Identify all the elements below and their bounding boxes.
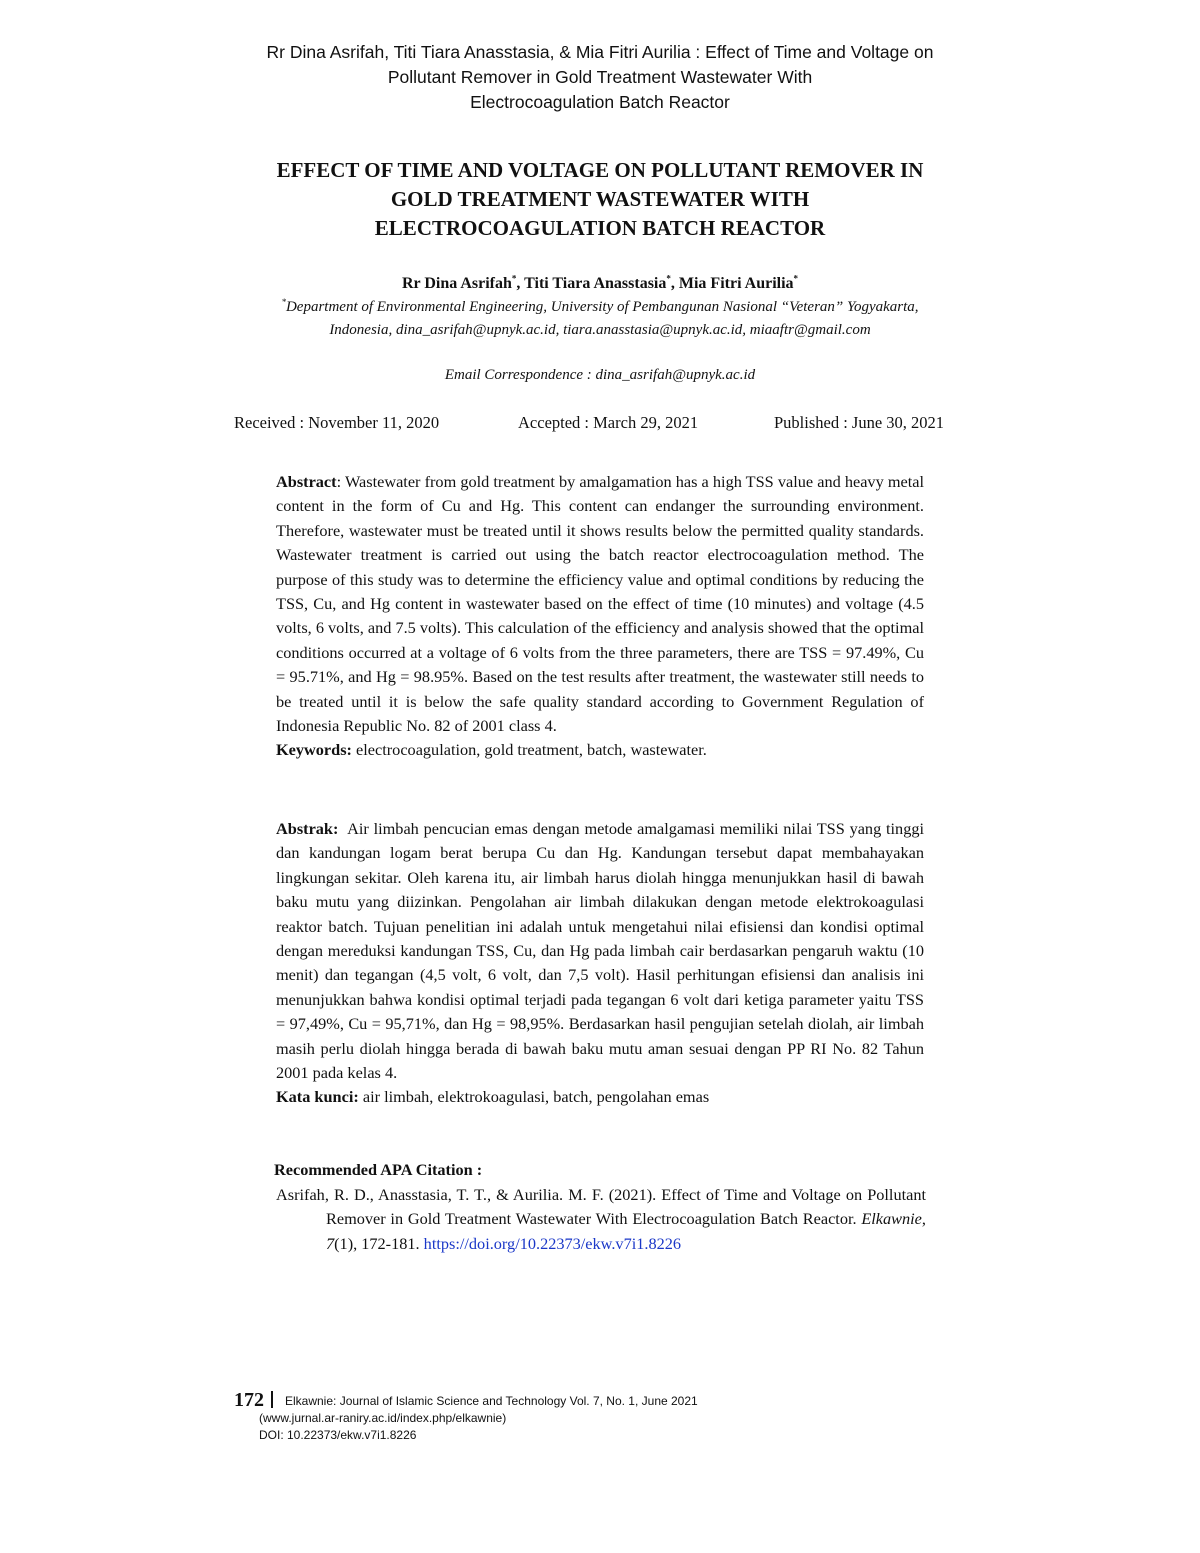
abstract-label: Abstract [276,472,337,491]
author-affiliation-mark: * [511,273,517,284]
journal-name: Elkawnie [861,1209,922,1229]
author-separator: , [516,275,525,292]
keywords-label: Keywords: [276,740,352,760]
journal-volume: 7 [326,1233,335,1253]
running-header-line: Pollutant Remover in Gold Treatment Wastewater With [387,67,813,87]
keywords-label: Kata kunci: [276,1087,359,1107]
author-name: Mia Fitri Aurilia [678,275,794,292]
keywords-text: electrocoagulation, gold treatment, batch, wastewater. [351,740,707,760]
date-received: Received : November 11, 2020 [234,413,440,432]
date-accepted: Accepted : March 29, 2021 [518,413,699,432]
paper-title-line: ELECTROCOAGULATION BATCH REACTOR [374,216,826,240]
keywords [276,738,924,762]
abstract-text: : Wastewater from gold treatment by amalgamation has a high TSS value and heavy metal content in the form of Cu and Hg. This content can endanger the surrounding environment. Therefore, wastewater must be treated until it shows results below the permitted quality standards. Wastewater treatment is carried out using the batch reactor electrocoagulation method. The purpose of this study was to determine the efficiency value and optimal conditions by reducing the TSS, Cu, and Hg content in wastewater based on the effect of time (10 minutes) and voltage (4.5 volts, 6 volts, and 7.5 volts). This calculation of the efficiency and analysis showed that the optimal conditions occurred at a voltage of 6 volts from the three parameters, there are TSS = 97.49%, Cu = 95.71%, and Hg = 98.95%. Based on the test results after treatment, the wastewater still needs to be treated until it is below the safe quality standard according to Government Regulation of Indonesia Republic No. 82 of 2001 class 4. [276,472,924,736]
running-header-line: Electrocoagulation Batch Reactor [470,92,730,112]
footer-doi: DOI: 10.22373/ekw.v7i1.8226 [259,1428,417,1442]
affiliation [200,296,1000,342]
keywords [276,1085,924,1109]
footer-url: (www.jurnal.ar-raniry.ac.id/index.php/elkawnie) [259,1411,507,1425]
affiliation-mark: * [281,297,286,307]
abstract-paragraph [276,817,929,1085]
date-published: Published : June 30, 2021 [774,413,945,432]
abstract-text: Air limbah pencucian emas dengan metode amalgamasi memiliki nilai TSS yang tinggi dan kandungan logam berat berupa Cu dan Hg. Kandungan tersebut dapat membahayakan lingkungan sekitar. Oleh karena itu, air limbah harus diolah hingga menunjukkan hasil di bawah baku mutu yang diizinkan. Pengolahan air limbah dilakukan dengan metode elektrokoagulasi reaktor batch. Tujuan penelitian ini adalah untuk mengetahui nilai efisiensi dan kondisi optimal dengan mereduksi kandungan TSS, Cu, dan Hg pada limbah cair berdasarkan pengaruh waktu (10 menit) dan tegangan (4,5 volt, 6 volt, dan 7,5 volt). Hasil perhitungan efisiensi dan analisis ini menunjukkan bahwa kondisi optimal terjadi pada tegangan 6 volt dari ketiga parameter yaitu TSS = 97,49%, Cu = 95,71%, dan Hg = 98,95%. Berdasarkan hasil pengujian setelah diolah, air limbah masih perlu diolah hingga berada di bawah baku mutu aman sesuai dengan PP RI No. 82 Tahun 2001 pada kelas 4. [276,819,929,1083]
page-number: 172 [234,1389,264,1411]
running-header-line: Rr Dina Asrifah, Titi Tiara Anasstasia, & Mia Fitri Aurilia : Effect of Time and Voltage on [266,42,934,62]
footer-journal: Elkawnie: Journal of Islamic Science and Technology Vol. 7, No. 1, June 2021 [285,1394,698,1408]
footer [259,1393,698,1444]
affiliation-line: Indonesia, dina_asrifah@upnyk.ac.id, tiara.anasstasia@upnyk.ac.id, miaaftr@gmail.com [329,322,871,338]
citation-text: Asrifah, R. D., Anasstasia, T. T., & Aurilia. M. F. (2021). Effect of Time and Voltage on Pollutant Remover in Gold Treatment Wastewater With Electrocoagulation Batch Reactor. Elkawnie, 7(1), 172-181. https://doi.org/10.22373/ekw.v7i1.8226 [276,1185,926,1253]
running-header [230,40,970,115]
citation-heading: Recommended APA Citation : [274,1160,483,1179]
keywords-text: air limbah, elektrokoagulasi, batch, pengolahan emas [358,1087,710,1107]
abstract-label: Abstrak: [276,819,339,838]
author-affiliation-mark: * [793,273,799,284]
author-name: Titi Tiara Anasstasia [524,275,667,292]
paper-title [180,156,1020,243]
abstract-paragraph [276,470,924,738]
abstract-indonesian [276,817,929,1110]
author-list [200,273,1000,295]
footer-divider [271,1391,273,1408]
author-name: Rr Dina Asrifah [401,275,512,292]
paper-title-line: GOLD TREATMENT WASTEWATER WITH [390,187,810,211]
author-separator: , [670,275,679,292]
email-correspondence: Email Correspondence : dina_asrifah@upnyk.ac.id [444,367,756,383]
abstract-english [276,470,924,763]
doi-link[interactable]: https://doi.org/10.22373/ekw.v7i1.8226 [423,1233,682,1253]
paper-title-line: EFFECT OF TIME AND VOLTAGE ON POLLUTANT REMOVER IN [276,158,924,182]
author-affiliation-mark: * [666,273,671,284]
affiliation-line: *Department of Environmental Engineering, University of Pembangunan Nasional “Veteran” Yogyakarta, [281,297,919,315]
